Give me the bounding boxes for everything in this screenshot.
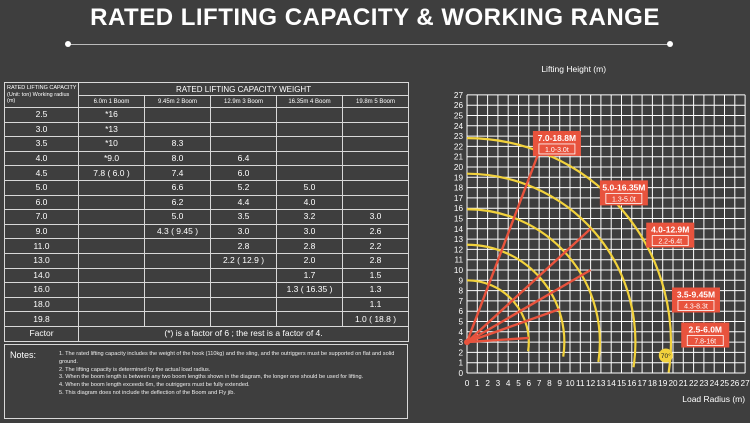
- y-tick-label: 0: [458, 369, 463, 378]
- page-title: RATED LIFTING CAPACITY & WORKING RANGE: [90, 4, 660, 31]
- capacity-cell: [343, 137, 409, 152]
- capacity-cell: [211, 268, 277, 283]
- factor-text: (*) is a factor of 6 ; the rest is a factor of 4.: [79, 326, 409, 341]
- capacity-cell: 2.0: [277, 253, 343, 268]
- capacity-cell: [277, 108, 343, 123]
- capacity-cell: [343, 166, 409, 181]
- radius-cell: 16.0: [5, 283, 79, 298]
- x-tick-label: 6: [526, 379, 532, 388]
- radius-cell: 14.0: [5, 268, 79, 283]
- x-tick-label: 4: [505, 379, 511, 388]
- boom-label-range: 1.3-5.0t: [611, 196, 636, 204]
- capacity-cell: [79, 224, 145, 239]
- y-tick-label: 2: [458, 348, 463, 358]
- capacity-cell: 1.7: [277, 268, 343, 283]
- capacity-cell: 1.1: [343, 297, 409, 312]
- x-tick-label: 20: [668, 379, 678, 388]
- radius-cell: 4.5: [5, 166, 79, 181]
- x-tick-label: 10: [565, 379, 575, 388]
- capacity-cell: [145, 283, 211, 298]
- x-axis-title: Load Radius (m): [682, 394, 746, 404]
- notes-list: [59, 351, 399, 398]
- capacity-cell: [277, 297, 343, 312]
- y-tick-label: 5: [458, 317, 463, 327]
- capacity-cell: 1.3: [343, 283, 409, 298]
- y-tick-label: 23: [453, 132, 463, 142]
- boom-header: 12.9m 3 Boom: [211, 96, 277, 108]
- note-item: 2. The lifting capacity is determined by the actual load radius.: [59, 366, 211, 373]
- x-tick-label: 11: [576, 379, 585, 388]
- x-tick-label: 7: [536, 379, 542, 388]
- radius-cell: 9.0: [5, 224, 79, 239]
- capacity-cell: 2.2 ( 12.9 ): [211, 253, 277, 268]
- capacity-cell: [211, 122, 277, 137]
- capacity-cell: [145, 122, 211, 137]
- capacity-cell: [79, 180, 145, 195]
- radius-cell: 7.0: [5, 210, 79, 225]
- capacity-cell: [79, 253, 145, 268]
- x-tick-label: 27: [740, 379, 750, 388]
- angle-label: 70°: [660, 352, 671, 360]
- capacity-cell: [79, 283, 145, 298]
- y-tick-label: 26: [453, 101, 463, 111]
- x-tick-label: 3: [495, 379, 501, 388]
- capacity-cell: 8.3: [145, 137, 211, 152]
- x-tick-label: 1: [475, 379, 480, 388]
- x-tick-label: 24: [709, 379, 719, 388]
- y-tick-label: 6: [458, 307, 463, 317]
- y-tick-label: 10: [453, 266, 463, 275]
- y-tick-label: 1: [458, 358, 463, 368]
- y-axis-title: Lifting Height (m): [541, 64, 607, 74]
- x-tick-label: 22: [689, 379, 699, 388]
- x-tick-label: 9: [557, 379, 562, 388]
- x-tick-label: 15: [616, 379, 627, 388]
- capacity-cell: [211, 283, 277, 298]
- capacity-cell: [277, 151, 343, 166]
- table-row: [5, 137, 409, 152]
- x-tick-label: 19: [658, 379, 668, 388]
- capacity-cell: [343, 151, 409, 166]
- y-tick-label: 20: [453, 163, 463, 172]
- y-tick-label: 21: [453, 152, 463, 162]
- capacity-cell: *9.0: [79, 151, 145, 166]
- boom-header: 9.45m 2 Boom: [145, 96, 211, 108]
- y-tick-label: 16: [453, 204, 463, 214]
- capacity-cell: [211, 297, 277, 312]
- table-row: [5, 151, 409, 166]
- radius-cell: 4.0: [5, 151, 79, 166]
- x-tick-label: 16: [627, 379, 637, 388]
- y-tick-label: 4: [458, 327, 463, 337]
- y-tick-label: 19: [453, 173, 463, 183]
- divider-dot-right: [667, 41, 673, 47]
- capacity-cell: [343, 108, 409, 123]
- capacity-cell: 2.8: [343, 253, 409, 268]
- capacity-cell: [343, 180, 409, 195]
- radius-cell: 19.8: [5, 312, 79, 327]
- notes-box: [4, 344, 408, 419]
- note-item: 1. The rated lifting capacity includes the weight of the hook (110kg) and the sling, and the outriggers must be supported on flat and solid ground.: [59, 351, 395, 365]
- radius-cell: 3.5: [5, 137, 79, 152]
- title-divider: [68, 44, 670, 45]
- notes-label: Notes:: [10, 350, 37, 360]
- capacity-cell: 2.6: [343, 224, 409, 239]
- table-row: [5, 122, 409, 137]
- weight-header: RATED LIFTING CAPACITY WEIGHT: [79, 83, 409, 96]
- boom-label-name: 2.5-6.0M: [688, 324, 723, 335]
- y-tick-label: 25: [453, 111, 463, 121]
- capacity-cell: 4.3 ( 9.45 ): [145, 224, 211, 239]
- x-tick-label: 5: [516, 379, 521, 388]
- capacity-cell: 6.2: [145, 195, 211, 210]
- factor-label: Factor: [5, 326, 79, 341]
- boom-line: [467, 152, 539, 343]
- capacity-cell: *13: [79, 122, 145, 137]
- radius-cell: 3.0: [5, 122, 79, 137]
- note-item: 3. When the boom length is between any two boom lengths shown in the diagram, the longer one should be used for lifting.: [59, 374, 364, 381]
- table-row: [5, 108, 409, 123]
- table-row: [5, 224, 409, 239]
- capacity-cell: 3.2: [277, 210, 343, 225]
- capacity-cell: 1.0 ( 18.8 ): [343, 312, 409, 327]
- y-tick-label: 14: [453, 224, 463, 234]
- capacity-cell: 3.0: [211, 224, 277, 239]
- capacity-cell: [79, 312, 145, 327]
- capacity-cell: 6.0: [211, 166, 277, 181]
- capacity-cell: 5.0: [145, 210, 211, 225]
- boom-header: 19.8m 5 Boom: [343, 96, 409, 108]
- capacity-cell: 5.0: [277, 180, 343, 195]
- boom-label-name: 5.0-16.35M: [602, 182, 646, 193]
- x-tick-label: 12: [586, 379, 596, 388]
- radius-cell: 18.0: [5, 297, 79, 312]
- capacity-cell: [145, 253, 211, 268]
- capacity-cell: 4.4: [211, 195, 277, 210]
- boom-label-name: 4.0-12.9M: [651, 224, 690, 235]
- table-row: [5, 268, 409, 283]
- capacity-cell: [211, 108, 277, 123]
- table-row: [5, 210, 409, 225]
- capacity-cell: 1.3 ( 16.35 ): [277, 283, 343, 298]
- y-tick-label: 7: [458, 296, 463, 306]
- table-row: [5, 312, 409, 327]
- x-tick-label: 8: [547, 379, 552, 388]
- capacity-cell: [79, 195, 145, 210]
- boom-label-range: 2.2-6.4t: [658, 238, 683, 246]
- capacity-cell: [79, 297, 145, 312]
- y-tick-label: 17: [453, 193, 463, 203]
- y-tick-label: 11: [454, 255, 463, 265]
- capacity-cell: [145, 239, 211, 254]
- x-tick-label: 25: [719, 379, 730, 388]
- capacity-cell: [343, 195, 409, 210]
- table-row: [5, 239, 409, 254]
- radius-cell: 13.0: [5, 253, 79, 268]
- x-tick-label: 13: [596, 379, 606, 388]
- y-tick-label: 24: [453, 121, 463, 131]
- capacity-cell: [343, 122, 409, 137]
- radius-cell: 11.0: [5, 239, 79, 254]
- x-tick-label: 17: [637, 379, 647, 388]
- y-tick-label: 18: [453, 183, 463, 193]
- table-row: [5, 297, 409, 312]
- note-item: 5. This diagram does not include the deflection of the Boom and Fly jib.: [59, 389, 235, 396]
- boom-pivot: [464, 339, 470, 345]
- boom-label-range: 7.8-16t: [694, 338, 717, 346]
- y-tick-label: 12: [453, 245, 463, 255]
- capacity-cell: 3.5: [211, 210, 277, 225]
- boom-label-range: 4.3-8.3t: [684, 303, 708, 311]
- table-row: [5, 195, 409, 210]
- capacity-cell: 3.0: [277, 224, 343, 239]
- divider-dot-left: [65, 41, 71, 47]
- capacity-cell: [211, 137, 277, 152]
- table-row: [5, 283, 409, 298]
- capacity-cell: [277, 137, 343, 152]
- capacity-cell: [79, 210, 145, 225]
- capacity-cell: 6.4: [211, 151, 277, 166]
- capacity-cell: 1.5: [343, 268, 409, 283]
- x-tick-label: 14: [606, 379, 616, 388]
- corner-header: RATED LIFTING CAPACITY (Unit: ton) Working radius (m): [5, 83, 79, 108]
- capacity-cell: [79, 239, 145, 254]
- capacity-cell: 6.6: [145, 180, 211, 195]
- capacity-cell: [277, 312, 343, 327]
- x-tick-label: 21: [678, 379, 688, 388]
- boom-label-name: 3.5-9.45M: [676, 289, 716, 300]
- x-tick-label: 18: [647, 379, 657, 388]
- capacity-cell: [211, 312, 277, 327]
- boom-header: 6.0m 1 Boom: [79, 96, 145, 108]
- capacity-cell: 4.0: [277, 195, 343, 210]
- capacity-cell: 8.0: [145, 151, 211, 166]
- x-tick-label: 23: [699, 379, 709, 388]
- x-tick-label: 26: [730, 379, 740, 388]
- capacity-table: [4, 82, 409, 342]
- note-item: 4. When the boom length exceeds 6m, the outriggers must be fully extended.: [59, 382, 250, 389]
- table-row: [5, 166, 409, 181]
- capacity-cell: 5.2: [211, 180, 277, 195]
- factor-row: [5, 326, 409, 341]
- y-tick-label: 15: [453, 214, 463, 224]
- radius-cell: 2.5: [5, 108, 79, 123]
- capacity-cell: [145, 108, 211, 123]
- radius-cell: 5.0: [5, 180, 79, 195]
- table-row: [5, 253, 409, 268]
- radius-cell: 6.0: [5, 195, 79, 210]
- capacity-cell: *10: [79, 137, 145, 152]
- capacity-cell: [145, 268, 211, 283]
- capacity-cell: [145, 297, 211, 312]
- capacity-cell: [277, 166, 343, 181]
- capacity-cell: 7.4: [145, 166, 211, 181]
- capacity-cell: 2.2: [343, 239, 409, 254]
- y-tick-label: 3: [458, 338, 463, 348]
- capacity-cell: 2.8: [277, 239, 343, 254]
- x-tick-label: 0: [464, 379, 470, 388]
- working-range-diagram: [412, 60, 750, 423]
- table-row: [5, 180, 409, 195]
- y-tick-label: 13: [453, 235, 463, 245]
- y-tick-label: 8: [458, 286, 463, 296]
- y-tick-label: 9: [458, 276, 463, 286]
- boom-label-name: 7.0-18.8M: [537, 132, 577, 143]
- boom-label-range: 1.0-3.0t: [545, 146, 569, 154]
- capacity-table-wrap: [4, 82, 408, 342]
- x-tick-label: 2: [485, 379, 490, 388]
- capacity-cell: [79, 268, 145, 283]
- capacity-cell: 2.8: [211, 239, 277, 254]
- capacity-cell: [145, 312, 211, 327]
- boom-header: 16.35m 4 Boom: [277, 96, 343, 108]
- capacity-cell: 3.0: [343, 210, 409, 225]
- y-tick-label: 27: [453, 90, 463, 100]
- capacity-cell: 7.8 ( 6.0 ): [79, 166, 145, 181]
- capacity-cell: *16: [79, 108, 145, 123]
- y-tick-label: 22: [453, 142, 463, 152]
- capacity-cell: [277, 122, 343, 137]
